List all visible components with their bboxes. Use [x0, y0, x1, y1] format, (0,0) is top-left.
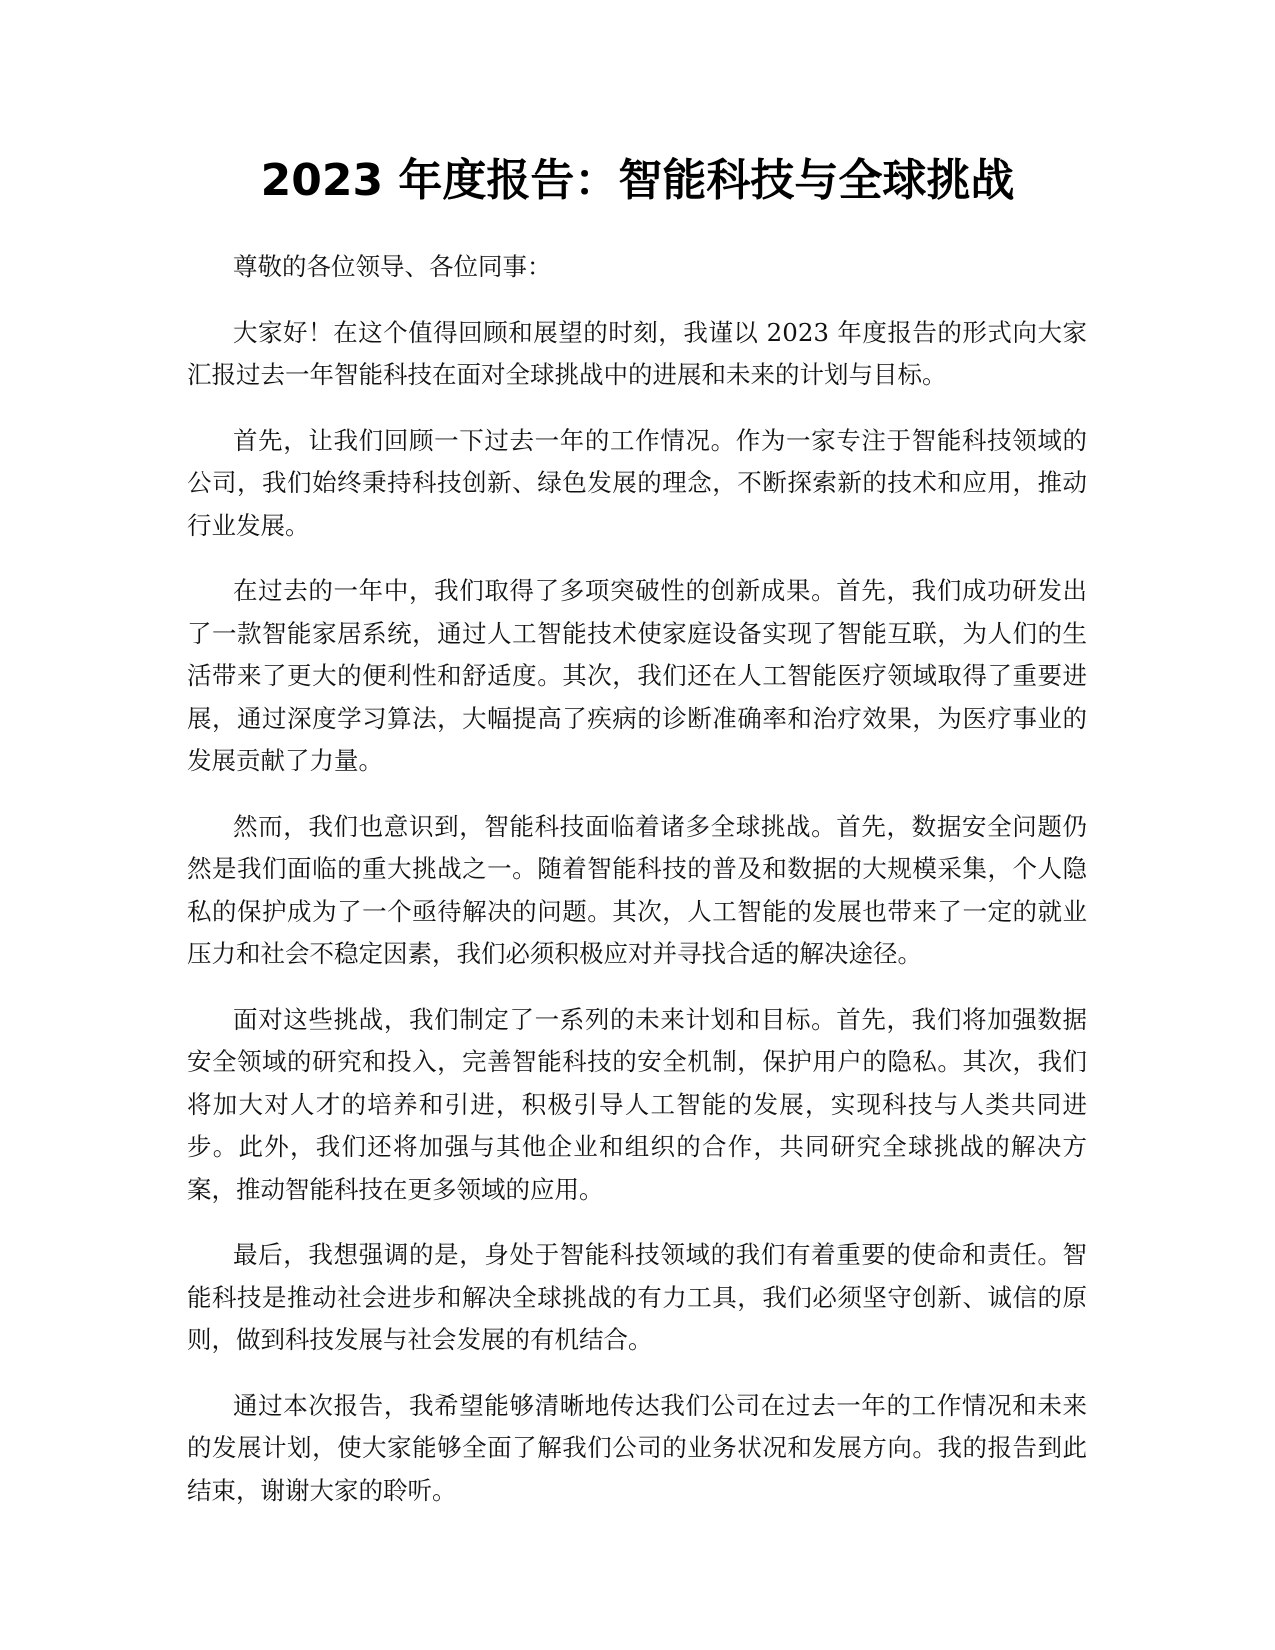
paragraph-review: 首先，让我们回顾一下过去一年的工作情况。作为一家专注于智能科技领域的公司，我们始终秉持科技创新、绿色发展的理念，不断探索新的技术和应用，推动行业发展。 [187, 425, 1087, 540]
paragraph-closing: 通过本次报告，我希望能够清晰地传达我们公司在过去一年的工作情况和未来的发展计划，使大家能够全面了解我们公司的业务状况和发展方向。我的报告到此结束，谢谢大家的聆听。 [187, 1390, 1087, 1505]
paragraph-mission: 最后，我想强调的是，身处于智能科技领域的我们有着重要的使命和责任。智能科技是推动社会进步和解决全球挑战的有力工具，我们必须坚守创新、诚信的原则，做到科技发展与社会发展的有机结合。 [187, 1240, 1087, 1354]
document-body [187, 246, 1087, 1535]
paragraph-challenges: 然而，我们也意识到，智能科技面临着诸多全球挑战。首先，数据安全问题仍然是我们面临的重大挑战之一。随着智能科技的普及和数据的大规模采集，个人隐私的保护成为了一个亟待解决的问题。其次，人工智能的发展也带来了一定的就业压力和社会不稳定因素，我们必须积极应对并寻找合适的解决途径。 [187, 811, 1087, 968]
paragraph-achievements: 在过去的一年中，我们取得了多项突破性的创新成果。首先，我们成功研发出了一款智能家居系统，通过人工智能技术使家庭设备实现了智能互联，为人们的生活带来了更大的便利性和舒适度。其次，我们还在人工智能医疗领域取得了重要进展，通过深度学习算法，大幅提高了疾病的诊断准确率和治疗效果，为医疗事业的发展贡献了力量。 [187, 576, 1087, 775]
document-title: 2023 年度报告：智能科技与全球挑战 [260, 155, 1015, 206]
salutation: 尊敬的各位领导、各位同事： [233, 252, 552, 281]
paragraph-greeting: 大家好！在这个值得回顾和展望的时刻，我谨以 2023 年度报告的形式向大家汇报过去一年智能科技在面对全球挑战中的进展和未来的计划与目标。 [187, 317, 1087, 389]
paragraph-plans: 面对这些挑战，我们制定了一系列的未来计划和目标。首先，我们将加强数据安全领域的研究和投入，完善智能科技的安全机制，保护用户的隐私。其次，我们将加大对人才的培养和引进，积极引导人工智能的发展，实现科技与人类共同进步。此外，我们还将加强与其他企业和组织的合作，共同研究全球挑战的解决方案，推动智能科技在更多领域的应用。 [187, 1004, 1087, 1204]
